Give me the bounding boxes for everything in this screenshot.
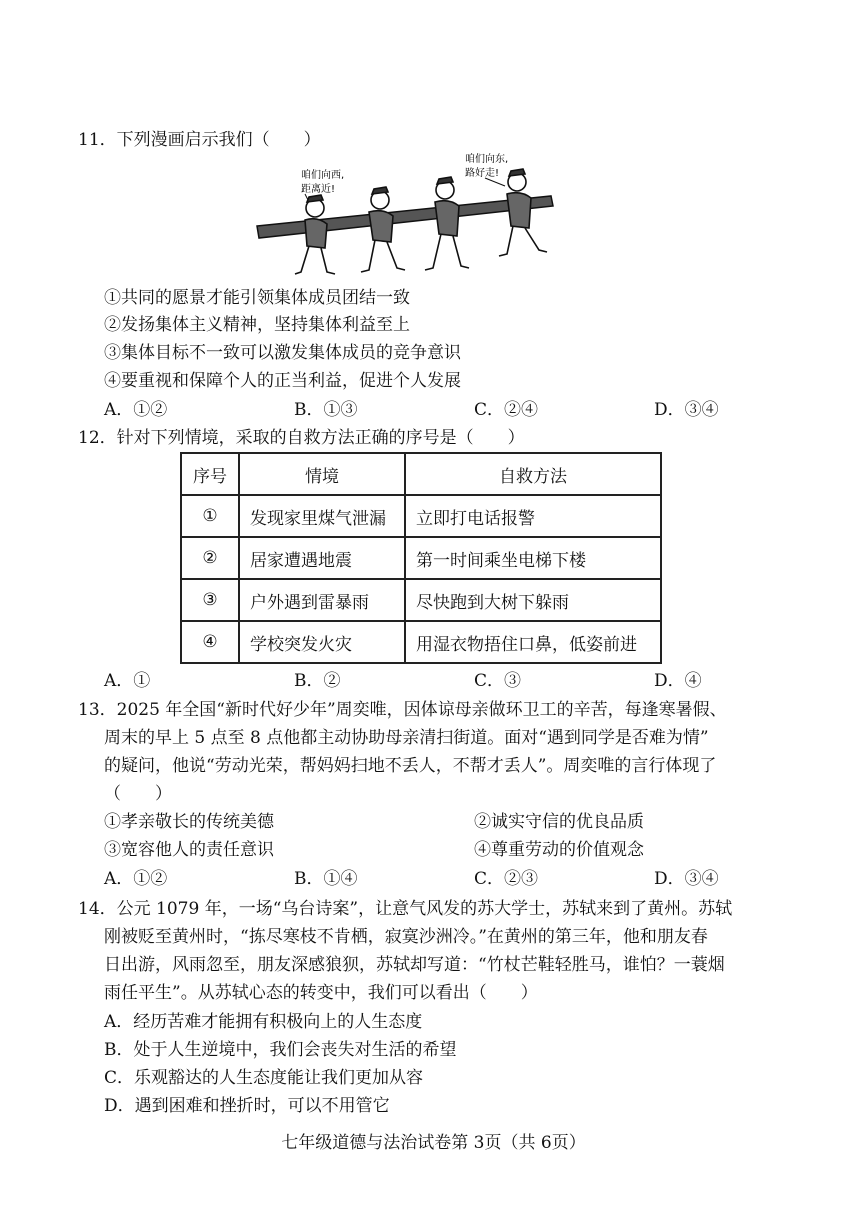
table-cell-method: 第一时间乘坐电梯下楼 [405, 537, 661, 579]
q14-choice-a[interactable]: A．经历苦难才能拥有积极向上的人生态度 [104, 1012, 423, 1032]
q11-item-1: ①共同的愿景才能引领集体成员团结一致 [104, 288, 410, 308]
table-cell-number: ① [181, 495, 239, 537]
q14-line-1: 14．公元 1079 年，一场“乌台诗案”，让意气风发的苏大学士，苏轼来到了黄州。苏轼 [78, 899, 733, 919]
q11-choice-b[interactable]: B．①③ [294, 400, 358, 420]
q13-item-1: ①孝亲敬长的传统美德 [104, 812, 274, 832]
self-rescue-table [180, 452, 662, 664]
q11-item-3: ③集体目标不一致可以激发集体成员的竞争意识 [104, 343, 461, 363]
q12-choice-b[interactable]: B．② [294, 671, 341, 691]
cartoon-bubble-right-2: 路好走! [465, 168, 500, 179]
cartoon-people-carrying-log [255, 150, 555, 280]
table-row [181, 621, 661, 663]
q11-item-4: ④要重视和保障个人的正当利益，促进个人发展 [104, 371, 461, 391]
q14-line-3: 日出游，风雨忽至，朋友深感狼狈，苏轼却写道：“竹杖芒鞋轻胜马，谁怕？一蓑烟 [104, 955, 725, 975]
q13-line-3: 的疑问，他说“劳动光荣，帮妈妈扫地不丢人，不帮才丢人”。周奕唯的言行体现了 [104, 756, 717, 776]
q14-choice-d[interactable]: D．遇到困难和挫折时，可以不用管它 [104, 1096, 390, 1116]
q11-choice-a[interactable]: A．①② [104, 400, 168, 420]
table-cell-situation: 居家遭遇地震 [239, 537, 405, 579]
table-header-row [181, 453, 661, 495]
q13-line-1: 13．2025 年全国“新时代好少年”周奕唯，因体谅母亲做环卫工的辛苦，每逢寒暑假、 [78, 700, 727, 720]
q13-item-2: ②诚实守信的优良品质 [474, 812, 644, 832]
table-cell-number: ③ [181, 579, 239, 621]
table-row [181, 579, 661, 621]
table-cell-situation: 学校突发火灾 [239, 621, 405, 663]
q14-line-4: 雨任平生”。从苏轼心态的转变中，我们可以看出（ ） [104, 983, 538, 1003]
q12-stem: 12．针对下列情境，采取的自救方法正确的序号是（ ） [78, 428, 525, 448]
table-cell-situation: 发现家里煤气泄漏 [239, 495, 405, 537]
cartoon-bubble-left-1: 咱们向西, [301, 170, 345, 181]
q13-item-3: ③宽容他人的责任意识 [104, 840, 274, 860]
table-cell-number: ② [181, 537, 239, 579]
q14-choice-b[interactable]: B．处于人生逆境中，我们会丧失对生活的希望 [104, 1040, 457, 1060]
q13-line-2: 周末的早上 5 点至 8 点他都主动协助母亲清扫街道。面对“遇到同学是否难为情” [104, 728, 709, 748]
table-row [181, 495, 661, 537]
q11-item-2: ②发扬集体主义精神，坚持集体利益至上 [104, 315, 410, 335]
table-cell-method: 用湿衣物捂住口鼻，低姿前进 [405, 621, 661, 663]
table-row [181, 537, 661, 579]
table-cell-method: 尽快跑到大树下躲雨 [405, 579, 661, 621]
q11-choice-c[interactable]: C．②④ [474, 400, 539, 420]
table-header-method: 自救方法 [405, 453, 661, 495]
q13-choice-a[interactable]: A．①② [104, 869, 168, 889]
q13-line-4: （ ） [104, 784, 172, 804]
q13-choice-b[interactable]: B．①④ [294, 869, 358, 889]
cartoon-bubble-left-2: 距离近! [301, 184, 336, 195]
q12-choice-d[interactable]: D．④ [654, 671, 702, 691]
table-cell-method: 立即打电话报警 [405, 495, 661, 537]
q12-choice-a[interactable]: A．① [104, 671, 151, 691]
q13-item-4: ④尊重劳动的价值观念 [474, 840, 644, 860]
page-footer: 七年级道德与法治试卷第 3页（共 6页） [281, 1133, 586, 1153]
table-header-number: 序号 [181, 453, 239, 495]
q14-line-2: 刚被贬至黄州时，“拣尽寒枝不肯栖，寂寞沙洲冷。”在黄州的第三年，他和朋友春 [104, 927, 708, 947]
q11-stem: 11．下列漫画启示我们（ ） [78, 130, 321, 150]
table-header-situation: 情境 [239, 453, 405, 495]
cartoon-bubble-right-1: 咱们向东, [465, 154, 509, 165]
q13-choice-c[interactable]: C．②③ [474, 869, 539, 889]
q13-choice-d[interactable]: D．③④ [654, 869, 719, 889]
q11-choice-d[interactable]: D．③④ [654, 400, 719, 420]
q12-choice-c[interactable]: C．③ [474, 671, 522, 691]
table-cell-situation: 户外遇到雷暴雨 [239, 579, 405, 621]
q14-choice-c[interactable]: C．乐观豁达的人生态度能让我们更加从容 [104, 1068, 424, 1088]
table-cell-number: ④ [181, 621, 239, 663]
